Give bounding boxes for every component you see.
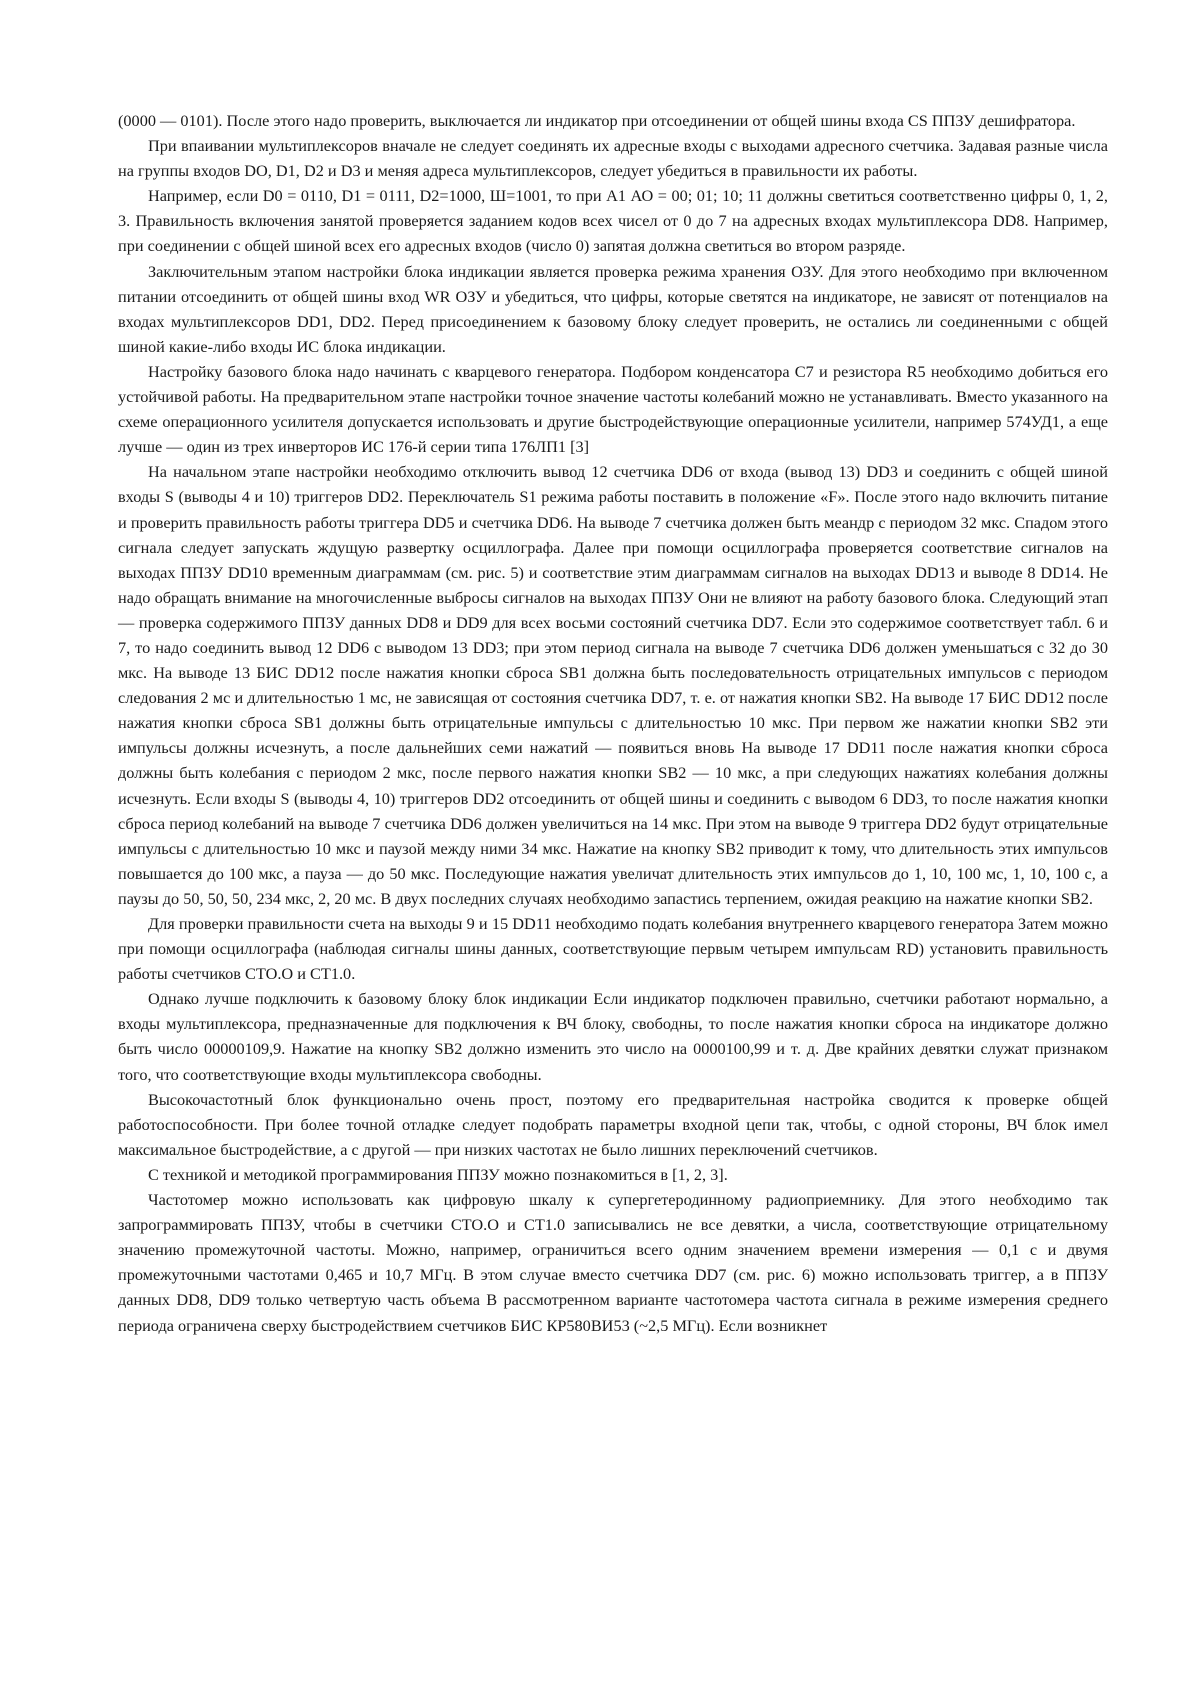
paragraph-9: Высокочастотный блок функционально очень прост, поэтому его предварительная настройка сводится к проверке общей работоспособности. При более точной отладке следует подобрать параметры входной цепи так, чтобы, с одной стороны, ВЧ блок имел максимальное быстродействие, а с другой — при низких частотах не было лишних переключений счетчиков.	[118, 1089, 1108, 1159]
paragraph-8: Однако лучше подключить к базовому блоку блок индикации Если индикатор подключен правильно, счетчики работают нормально, а входы мультиплексора, предназначенные для подключения к ВЧ блоку, свободны, то после нажатия кнопки сброса на индикаторе должно быть число 00000109,9. Нажатие на кнопку SB2 должно изменить это число на 0000100,99 и т. д. Две крайних девятки служат признаком того, что соответствующие входы мультиплексора свободны.	[118, 989, 1108, 1084]
paragraph-5: Настройку базового блока надо начинать с кварцевого генератора. Подбором конденсатора С7 и резистора R5 необходимо добиться его устойчивой работы. На предварительном этапе настройки точное значение частоты колебаний можно не устанавливать. Вместо указанного на схеме операционного усилителя допускается использовать и другие быстродействующие операционные усилители, например 574УД1, а еще лучше — один из трех инверторов ИС 176-й серии типа 176ЛП1 [3]	[118, 361, 1108, 457]
paragraph-7: Для проверки правильности счета на выходы 9 и 15 DD11 необходимо подать колебания внутреннего кварцевого генератора Затем можно при помощи осциллографа (наблюдая сигналы шины данных, соответствующие первым четырем импульсам RD) установить правильность работы счетчиков СТО.О и СТ1.0.	[118, 914, 1108, 984]
paragraph-6: На начальном этапе настройки необходимо отключить вывод 12 счетчика DD6 от входа (вывод 13) DD3 и соединить с общей шиной входы S (выводы 4 и 10) триггеров DD2. Переключатель S1 режима работы поставить в положение «F». После этого надо включить питание и проверить правильность работы триггера DD5 и счетчика DD6. На выводе 7 счетчика должен быть меандр с периодом 32 мкс. Спадом этого сигнала следует запускать ждущую развертку осциллографа. Далее при помощи осциллографа проверяется соответствие сигналов на выходах ППЗУ DD10 временным диаграммам (см. рис. 5) и соответствие этим диаграммам сигналов на выходах DD13 и выводе 8 DD14. Не надо обращать внимание на многочисленные выбросы сигналов на выходах ППЗУ Они не влияют на работу базового блока. Следующий этап — проверка содержимого ППЗУ данных DD8 и DD9 для всех восьми состояний счетчика DD7. Если это содержимое соответствует табл. 6 и 7, то надо соединить вывод 12 DD6 с выводом 13 DD3; при этом период сигнала на выводе 7 счетчика DD6 должен уменьшаться с 32 до 30 мкс. На выводе 13 БИС DD12 после нажатия кнопки сброса SB1 должна быть последовательность отрицательных импульсов с периодом следования 2 мс и длительностью 1 мс, не зависящая от состояния счетчика DD7, т. е. от нажатия кнопки SB2. На выводе 17 БИС DD12 после нажатия кнопки сброса SB1 должны быть отрицательные импульсы с длительностью 10 мкс. При первом же нажатии кнопки SB2 эти импульсы должны исчезнуть, а после дальнейших семи нажатий — появиться вновь На выводе 17 DD11 после нажатия кнопки сброса должны быть колебания с периодом 2 мкс, после первого нажатия кнопки SB2 — 10 мкс, а при следующих нажатиях колебания должны исчезнуть. Если входы S (выводы 4, 10) триггеров DD2 отсоединить от общей шины и соединить с выводом 6 DD3, то после нажатия кнопки сброса период колебаний на выводе 7 счетчика DD6 должен увеличиться на 14 мкс. При этом на выводе 9 триггера DD2 будут отрицательные импульсы с длительностью 10 мкс и паузой между ними 34 мкс. Нажатие на кнопку SB2 приводит к тому, что длительность этих импульсов повышается до 100 мкс, а пауза — до 50 мкс. Последующие нажатия увеличат длительность этих импульсов до 1, 10, 100 мс, 1, 10, 100 с, а паузы до 50, 50, 50, 234 мкс, 2, 20 мс. В двух последних случаях необходимо запастись терпением, ожидая реакцию на нажатие кнопки SB2.	[118, 462, 1108, 908]
paragraph-2: При впаивании мультиплексоров вначале не следует соединять их адресные входы с выходами адресного счетчика. Задавая разные числа на группы входов DO, D1, D2 и D3 и меняя адреса мультиплексоров, следует убедиться в правильности их работы.	[118, 136, 1108, 181]
paragraph-1: (0000 — 0101). После этого надо проверить, выключается ли индикатор при отсоединении от общей шины входа CS ППЗУ дешифратора.	[118, 111, 1076, 130]
paragraph-3: Например, если D0 = 0110, D1 = 0111, D2=1000, Ш=1001, то при А1 АО = 00; 01; 10; 11 должны светиться соответственно цифры 0, 1, 2, 3. Правильность включения занятой проверяется заданием кодов всех чисел от 0 до 7 на адресных входах мультиплексора DD8. Например, при соединении с общей шиной всех его адресных входов (число 0) запятая должна светиться во втором разряде.	[118, 186, 1108, 256]
paragraph-11: Частотомер можно использовать как цифровую шкалу к супергетеродинному радиоприемнику. Для этого необходимо так запрограммировать ППЗУ, чтобы в счетчики СТО.О и СТ1.0 записывались не все девятки, а числа, соответствующие отрицательному значению промежуточной частоты. Можно, например, ограничиться всего одним значением времени измерения — 0,1 с и двумя промежуточными частотами 0,465 и 10,7 МГц. В этом случае вместо счетчика DD7 (см. рис. 6) можно использовать триггер, а в ППЗУ данных DD8, DD9 только четвертую часть объема В рассмотренном варианте частотомера частота сигнала в режиме измерения среднего периода ограничена сверху быстродействием счетчиков БИС КР580ВИ53 (~2,5 МГц). Если возникнет	[118, 1190, 1108, 1335]
paragraph-4: Заключительным этапом настройки блока индикации является проверка режима хранения ОЗУ. Для этого необходимо при включенном питании отсоединить от общей шины вход WR ОЗУ и убедиться, что цифры, которые светятся на индикаторе, не зависят от потенциалов на входах мультиплексоров DD1, DD2. Перед присоединением к базовому блоку следует проверить, не остались ли соединенными с общей шиной какие-либо входы ИС блока индикации.	[118, 261, 1108, 356]
paragraph-10: С техникой и методикой программирования ППЗУ можно познакомиться в [1, 2, 3].	[148, 1164, 728, 1184]
